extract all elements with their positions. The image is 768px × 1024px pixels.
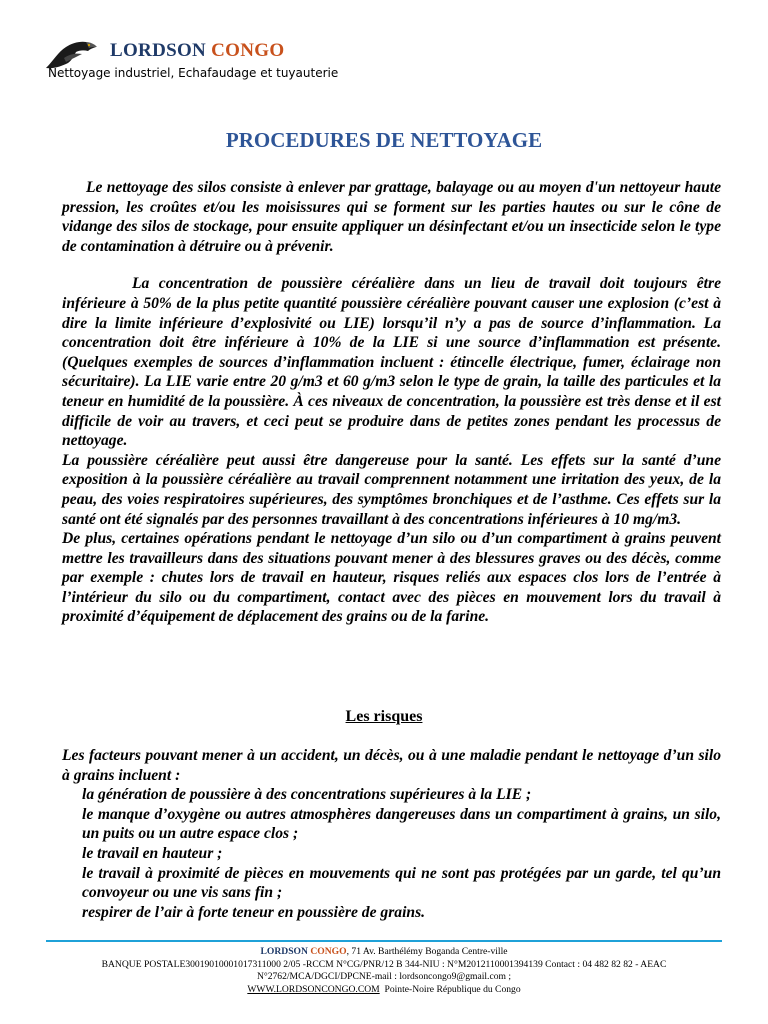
page-footer xyxy=(46,946,722,996)
document-title: PROCEDURES DE NETTOYAGE xyxy=(225,128,543,152)
body-paragraph-2: La concentration de poussière céréalière dans un lieu de travail doit toujours être inférieure à 50% de la plus petite quantité poussière céréalière pouvant causer une explosion (c’est à dire la limite inférieure d’explosivité ou LIE) lorsqu’il n’y a pas de source d’inflammation. La concentration doit être inférieure à 10% de la LIE si une source d’inflammation est présente. (Quelques exemples de sources d’inflammation incluent : étincelle électrique, fumer, éclairage non sécuritaire). La LIE varie entre 20 g/m3 et 60 g/m3 selon le type de grain, la taille des particules et la teneur en humidité de la poussière. À ces niveaux de concentration, la poussière est très dense et il est difficile de voir au travers, et ceci peut se produire dans de petites zones pendant les processus de nettoyage. xyxy=(62,275,721,450)
risk-item-5: respirer de l’air à forte teneur en poussière de grains. xyxy=(82,903,426,921)
risk-item-4: le travail à proximité de pièces en mouvements qui ne sont pas protégées par un garde, tel qu’un convoyeur ou une vis sans fin ; xyxy=(82,864,721,902)
risks-intro: Les facteurs pouvant mener à un accident, un décès, ou à une maladie pendant le nettoyage d’un silo à grains incluent : xyxy=(62,747,721,784)
footer-web-line xyxy=(46,984,722,997)
brand-name-part1: LORDSON xyxy=(110,40,207,61)
risk-item-2: le manque d’oxygène ou autres atmosphères dangereuses dans un compartiment à grains, un silo, un puits ou un autre espace clos ; xyxy=(82,805,721,843)
footer-brand-part2: CONGO xyxy=(310,946,347,957)
footer-website-link[interactable]: WWW.LORDSONCONGO.COM xyxy=(247,983,380,995)
footer-contact-line: N°2762/MCA/DGCI/DPCNE-mail : lordsoncongo9@gmail.com ; xyxy=(256,971,512,983)
company-tagline: Nettoyage industriel, Echafaudage et tuyauterie xyxy=(48,66,339,80)
footer-location: Pointe-Noire République du Congo xyxy=(384,983,521,995)
body-paragraph-1: Le nettoyage des silos consiste à enlever par grattage, balayage ou au moyen d'un nettoyeur haute pression, les croûtes et/ou les moisissures qui se forment sur les parties hautes ou sur le cône de vidange des silos de stockage, pour ensuite appliquer un désinfectant et/ou un insecticide selon le type de contamination à détruire ou à prévenir. xyxy=(62,179,721,255)
risk-item-3: le travail en hauteur ; xyxy=(82,844,223,862)
footer-address-line xyxy=(46,946,722,959)
footer-address: , 71 Av. Barthélémy Boganda Centre-ville xyxy=(346,946,508,957)
brand-name xyxy=(110,40,284,62)
document-body xyxy=(62,178,721,627)
body-paragraph-4: De plus, certaines opérations pendant le nettoyage d’un silo ou d’un compartiment à grains peuvent mettre les travailleurs dans des situations pouvant mener à des blessures graves ou des décès, comme par exemple : chutes lors de travail en hauteur, risques reliés aux espaces clos lors de l’entrée à l’intérieur du silo ou du compartiment, contact avec des pièces en mouvement lors du travail à proximité d’équipement de déplacement des grains ou de la farine. xyxy=(62,530,721,626)
risks-section xyxy=(62,746,721,922)
risks-heading: Les risques xyxy=(345,708,423,725)
footer-bank-line: BANQUE POSTALE30019010001017311000 2/05 -RCCM N°CG/PNR/12 B 344-NIU : N°M2012110001394139 Contact : 04 482 82 82 - AEAC xyxy=(101,958,667,970)
footer-brand-part1: LORDSON xyxy=(260,946,308,957)
footer-divider xyxy=(46,940,722,942)
risk-item-1: la génération de poussière à des concentrations supérieures à la LIE ; xyxy=(82,786,532,804)
body-paragraph-3: La poussière céréalière peut aussi être dangereuse pour la santé. Les effets sur la santé d’une exposition à la poussière céréalière au travail comprennent notamment une irritation des yeux, de la peau, des voies respiratoires supérieures, des symptômes bronchiques et de l’asthme. Ces effets sur la santé ont été signalés par des personnes travaillant à des concentrations inférieures à 10 mg/m3. xyxy=(62,451,721,528)
brand-name-part2: CONGO xyxy=(211,40,285,61)
